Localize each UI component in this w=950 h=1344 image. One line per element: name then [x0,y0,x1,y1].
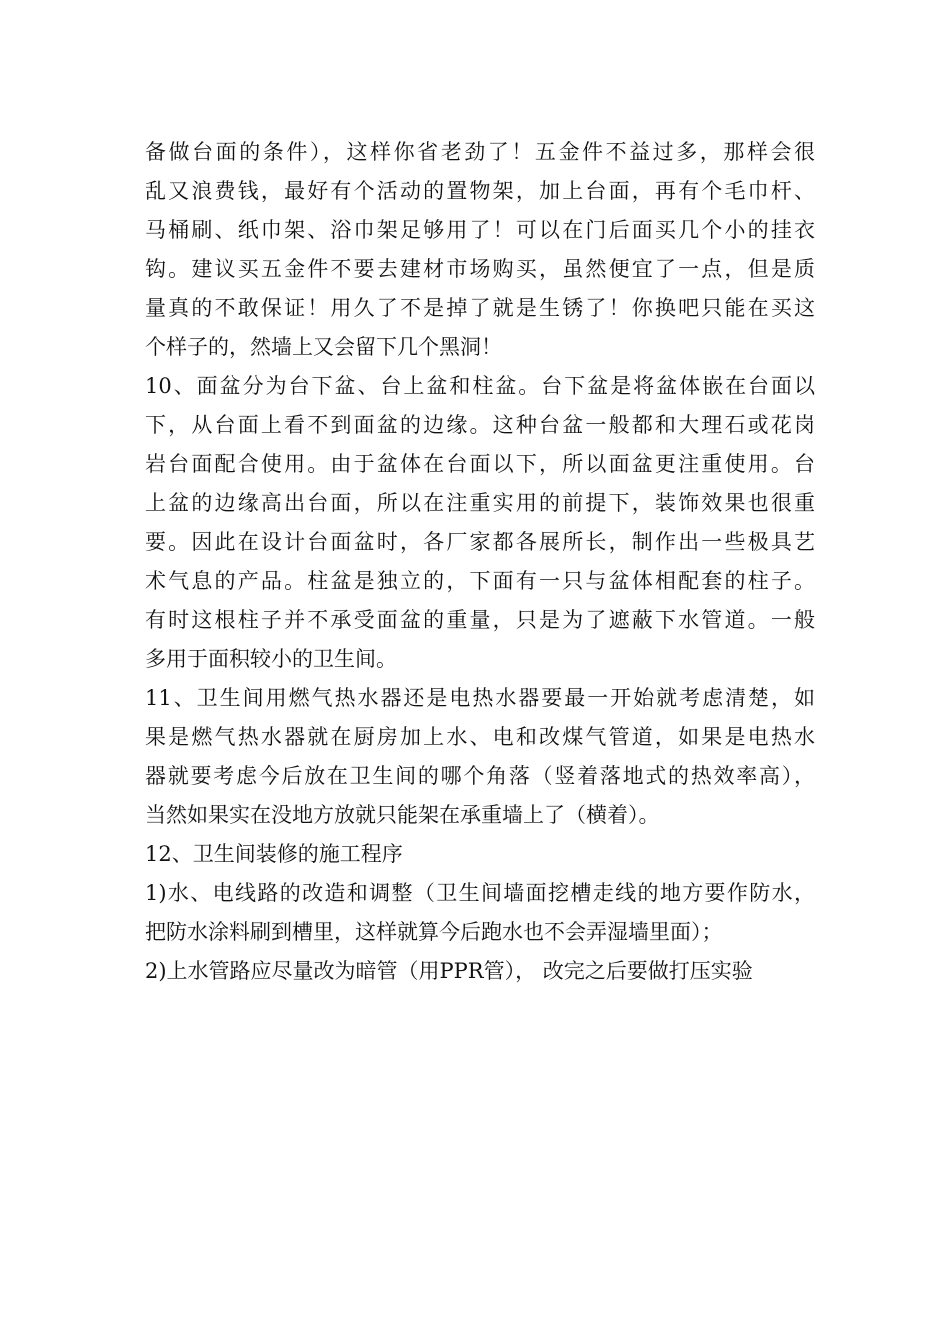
paragraph-step-1 [145,874,815,952]
paragraph-fixtures [145,133,815,367]
text-line: 1)水、电线路的改造和调整（卫生间墙面挖槽走线的地方要作防水， [145,881,815,905]
paragraph-item-11 [145,679,815,835]
text-line: 有时这根柱子并不承受面盆的重量，只是为了遮蔽下水管道。一般 [145,608,815,632]
text-line: 要。因此在设计台面盆时，各厂家都各展所长，制作出一些极具艺 [145,530,815,554]
text-line: 上盆的边缘高出台面，所以在注重实用的前提下，装饰效果也很重 [145,491,815,515]
paragraph-item-10 [145,367,815,679]
text-line: 果是燃气热水器就在厨房加上水、电和改煤气管道，如果是电热水 [145,725,815,749]
text-line: 11、卫生间用燃气热水器还是电热水器要最一开始就考虑清楚，如 [145,686,815,710]
text-line: 10、面盆分为台下盆、台上盆和柱盆。台下盆是将盆体嵌在台面以 [145,374,815,398]
text-line: 钩。建议买五金件不要去建材市场购买，虽然便宜了一点，但是质 [145,257,815,281]
text-line: 术气息的产品。柱盆是独立的，下面有一只与盆体相配套的柱子。 [145,569,815,593]
text-line: 器就要考虑今后放在卫生间的哪个角落（竖着落地式的热效率高）， [145,764,815,788]
text-line: 个样子的，然墙上又会留下几个黑洞！ [145,335,502,359]
body-text [145,133,815,991]
paragraph-item-12-heading [145,835,815,874]
text-line: 乱又浪费钱，最好有个活动的置物架，加上台面，再有个毛巾杆、 [145,179,815,203]
text-line: 当然如果实在没地方放就只能架在承重墙上了（横着）。 [145,803,660,827]
paragraph-step-2 [145,952,815,991]
text-line: 量真的不敢保证！用久了不是掉了就是生锈了！你换吧只能在买这 [145,296,815,320]
text-line: 把防水涂料刷到槽里，这样就算今后跑水也不会弄湿墙里面）； [145,920,723,944]
text-line: 2)上水管路应尽量改为暗管（用PPR管）， 改完之后要做打压实验 [145,959,753,983]
text-line: 马桶刷、纸巾架、浴巾架足够用了！可以在门后面买几个小的挂衣 [145,218,815,242]
text-line: 备做台面的条件），这样你省老劲了！五金件不益过多，那样会很 [145,140,815,164]
text-line: 岩台面配合使用。由于盆体在台面以下，所以面盆更注重使用。台 [145,452,815,476]
section-heading: 12、卫生间装修的施工程序 [145,842,403,866]
text-line: 下，从台面上看不到面盆的边缘。这种台盆一般都和大理石或花岗 [145,413,815,437]
text-line: 多用于面积较小的卫生间。 [145,647,397,671]
